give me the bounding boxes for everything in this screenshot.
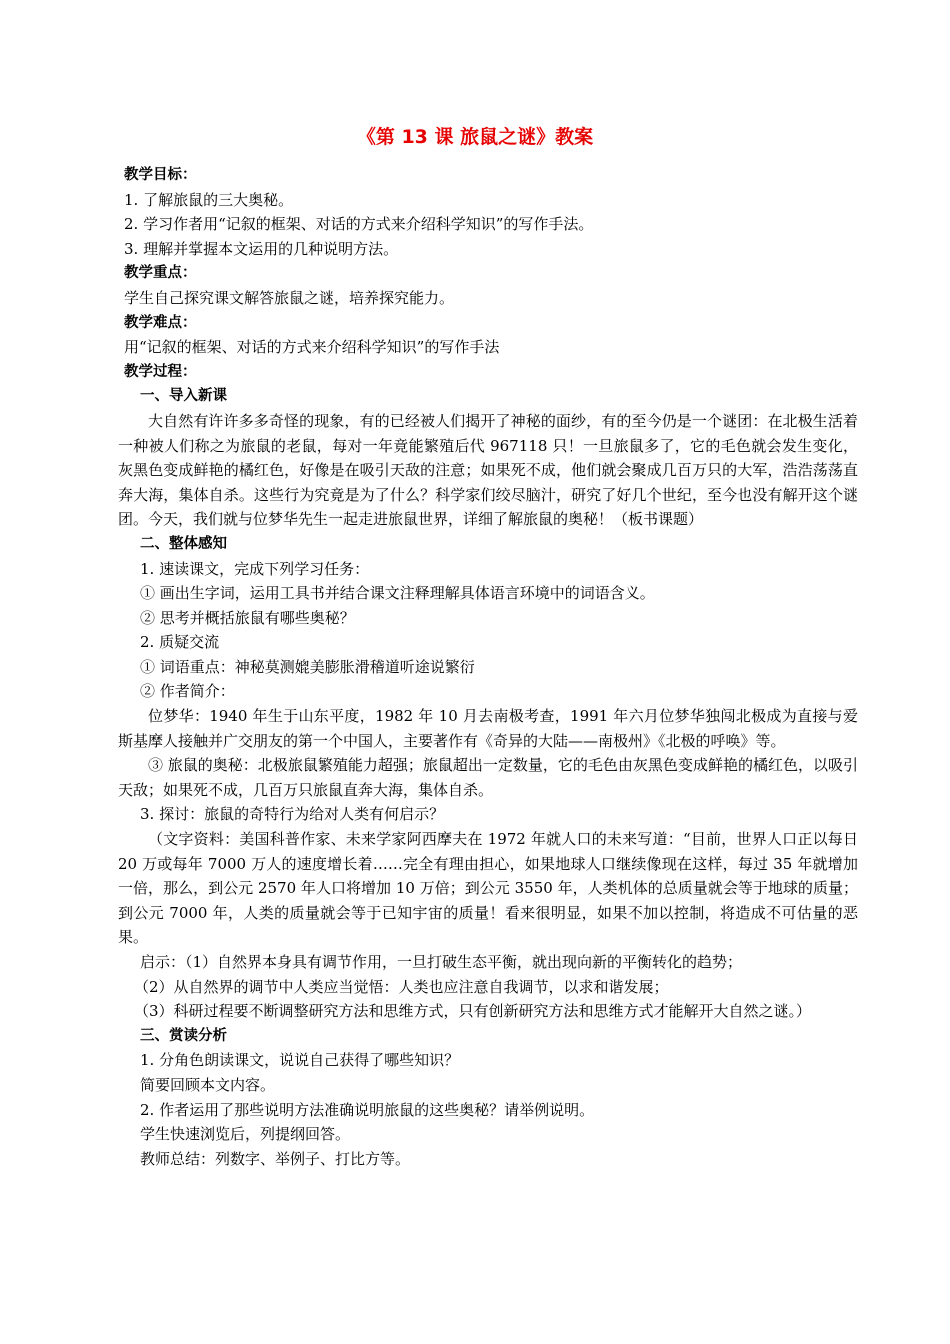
- discuss-item: 3. 探讨：旅鼠的奇特行为给对人类有何启示？: [140, 805, 445, 824]
- author-paragraph: 位梦华：1940 年生于山东平度，1982 年 10 月去南极考查，1991 年六月位梦华独闯北极成为直接与爱斯基摩人接触并广交朋友的第一个中国人，主要著作有《奇异的大陆——南极州》《北极的呼唤》等。: [118, 707, 858, 750]
- process-heading: 教学过程：: [124, 363, 197, 380]
- list-item: ② 思考并概括旅鼠有哪些奥秘？: [140, 608, 355, 627]
- part3-heading: 三、赏读分析: [140, 1027, 227, 1044]
- list-item: 1. 分角色朗读课文，说说自己获得了哪些知识？: [140, 1051, 460, 1070]
- list-item: 简要回顾本文内容。: [140, 1075, 276, 1094]
- list-item: 2. 质疑交流: [140, 633, 220, 652]
- list-item: 2. 作者运用了那些说明方法准确说明旅鼠的这些奥秘？请举例说明。: [140, 1100, 595, 1119]
- focus-text: 学生自己探究课文解答旅鼠之谜，培养探究能力。: [124, 288, 455, 307]
- difficulty-heading: 教学难点：: [124, 314, 197, 331]
- list-item: ② 作者简介：: [140, 682, 235, 701]
- page-title: 《第 13 课 旅鼠之谜》教案: [356, 126, 594, 148]
- insight-item: （2）从自然界的调节中人类应当觉悟：人类也应注意自我调节，以求和谐发展；: [134, 977, 669, 996]
- list-item: ① 画出生字词，运用工具书并结合课文注释理解具体语言环境中的词语含义。: [140, 584, 655, 603]
- focus-heading: 教学重点：: [124, 265, 197, 282]
- list-item: 教师总结：列数字、举例子、打比方等。: [140, 1149, 411, 1168]
- insight-item: 启示：（1）自然界本身具有调节作用，一旦打破生态平衡，就出现向新的平衡转化的趋势；: [140, 953, 743, 971]
- mystery-paragraph: ③ 旅鼠的奥秘：北极旅鼠繁殖能力超强；旅鼠超出一定数量，它的毛色由灰黑色变成鲜艳的橘红色，以吸引天敌；如果死不成，几百万只旅鼠直奔大海，集体自杀。: [118, 756, 858, 799]
- goal-item: 3. 理解并掌握本文运用的几种说明方法。: [124, 239, 399, 258]
- part2-heading: 二、整体感知: [140, 535, 227, 552]
- insight-item: （3）科研过程要不断调整研究方法和思维方式，只有创新研究方法和思维方式才能解开大自然之谜。）: [134, 1002, 812, 1021]
- list-item: ① 词语重点：神秘莫测媲美膨胀滑稽道听途说繁衍: [140, 657, 475, 676]
- part1-heading: 一、导入新课: [140, 388, 227, 405]
- document-body: [118, 163, 858, 1171]
- intro-paragraph: 大自然有许许多多奇怪的现象，有的已经被人们揭开了神秘的面纱，有的至今仍是一个谜团：在北极生活着一种被人们称之为旅鼠的老鼠，每对一年竟能繁殖后代 967118 只！一旦旅鼠多了，它的毛色就会发生变化，灰黑色变成鲜艳的橘红色，好像是在吸引天敌的注意；如果死不成，他们就会聚成几百万只的大军，浩浩荡荡直奔大海，集体自杀。这些行为究竟是为了什么？科学家们绞尽脑汁，研究了好几个世纪，至今也没有解开这个谜团。今天，我们就与位梦华先生一起走进旅鼠世界，详细了解旅鼠的奥秘！（板书课题）: [118, 411, 858, 529]
- difficulty-text: 用“记叙的框架、对话的方式来介绍科学知识”的写作手法: [124, 338, 500, 357]
- list-item: 1. 速读课文，完成下列学习任务：: [140, 559, 370, 578]
- material-paragraph: （文字资料：美国科普作家、未来学家阿西摩夫在 1972 年就人口的未来写道：“目前，世界人口正以每日 20 万或每年 7000 万人的速度增长着……完全有理由担心，如果地球人口继续像现在这样，每过 35 年就增加一倍，那么，到公元 2570 年人口将增加 10 万倍；到公元 3550 年，人类机体的总质量就会等于地球的质量；到公元 7000 年，人类的质量就会等于已知宇宙的质量！看来很明显，如果不加以控制，将造成不可估量的恶果。: [118, 830, 858, 947]
- goal-item: 1. 了解旅鼠的三大奥秘。: [124, 190, 294, 209]
- goal-item: 2. 学习作者用“记叙的框架、对话的方式来介绍科学知识”的写作手法。: [124, 215, 594, 234]
- list-item: 学生快速浏览后，列提纲回答。: [140, 1125, 351, 1144]
- goals-heading: 教学目标：: [124, 167, 197, 183]
